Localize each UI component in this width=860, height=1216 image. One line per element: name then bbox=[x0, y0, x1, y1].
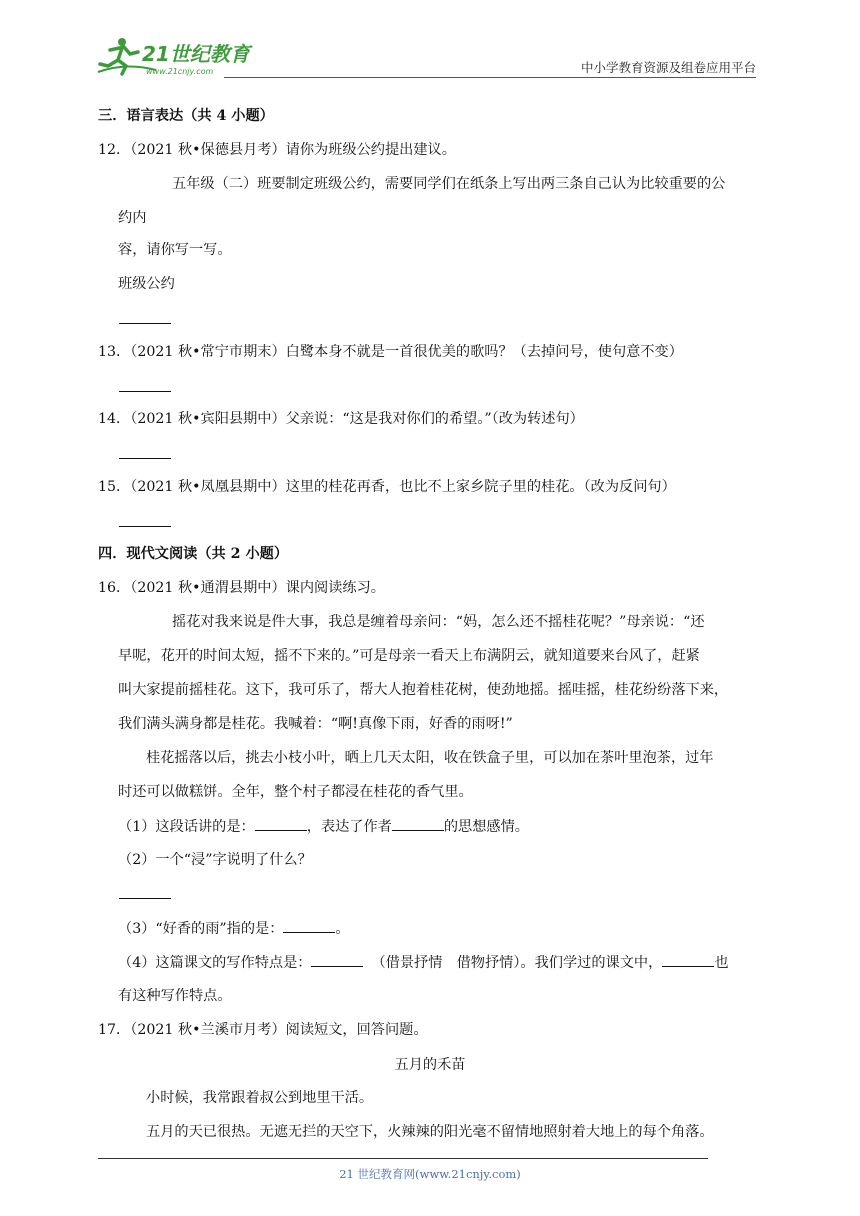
q17-passage-title: 五月的禾苗 bbox=[394, 1057, 466, 1073]
q16-sub3-text-a: （3）“好香的雨”指的是： bbox=[118, 921, 284, 937]
q14-answer-blank[interactable] bbox=[119, 458, 171, 459]
q16-para2-line-2: 时还可以做糕饼。全年，整个村子都浸在桂花的香气里。 bbox=[118, 784, 473, 800]
q16-sub4-blank-1[interactable] bbox=[311, 952, 363, 967]
logo-21cnjy bbox=[96, 34, 266, 78]
q14-stem: 14．（2021 秋•宾阳县期中）父亲说：“这是我对你们的希望。”（改为转述句） bbox=[98, 411, 584, 427]
q16-para1-line-3: 叫大家提前摇桂花。这下，我可乐了，帮大人抱着桂花树，使劲地摇。摇哇摇，桂花纷纷落下来， bbox=[118, 682, 729, 698]
q12-stem: 12．（2021 秋•保德县月考）请你为班级公约提出建议。 bbox=[98, 142, 456, 158]
q17-stem: 17．（2021 秋•兰溪市月考）阅读短文，回答问题。 bbox=[98, 1022, 428, 1038]
q16-sub4-text-c: 也 bbox=[714, 955, 729, 971]
section-title-4: 四．现代文阅读（共 2 小题） bbox=[98, 546, 289, 562]
q12-paragraph-1: 五年级（二）班要制定班级公约，需要同学们在纸条上写出两三条自己认为比较重要的公 bbox=[172, 176, 726, 192]
q12-answer-blank[interactable] bbox=[119, 323, 171, 324]
page-footer[interactable]: 21 世纪教育网(www.21cnjy.com) bbox=[339, 1167, 521, 1181]
footer-divider bbox=[98, 1158, 708, 1159]
svg-text:www.21cnjy.com: www.21cnjy.com bbox=[146, 67, 214, 76]
q16-para1-line-4: 我们满头满身都是桂花。我喊着：“啊!真像下雨，好香的雨呀!” bbox=[118, 716, 513, 732]
q16-para2-line-1: 桂花摇落以后，挑去小枝小叶，晒上几天太阳，收在铁盒子里，可以加在茶叶里泡茶，过年 bbox=[146, 750, 714, 766]
q12-paragraph-3: 容，请你写一写。 bbox=[118, 242, 232, 258]
q16-sub3-blank[interactable] bbox=[283, 918, 335, 933]
q16-sub1-blank-1[interactable] bbox=[255, 816, 307, 831]
q16-stem: 16．（2021 秋•通渭县期中）课内阅读练习。 bbox=[98, 580, 385, 596]
q16-sub3 bbox=[118, 918, 350, 939]
q16-sub1-text-b: ，表达了作者 bbox=[306, 819, 392, 835]
q15-answer-blank[interactable] bbox=[119, 526, 171, 527]
q15-stem: 15．（2021 秋•凤凰县期中）这里的桂花再香，也比不上家乡院子里的桂花。（改为反问句） bbox=[98, 479, 676, 495]
q16-sub1-blank-2[interactable] bbox=[392, 816, 444, 831]
q13-stem: 13．（2021 秋•常宁市期末）白鹭本身不就是一首很优美的歌吗？（去掉问号，使句意不变） bbox=[98, 344, 683, 360]
svg-text:21世纪教育: 21世纪教育 bbox=[142, 42, 250, 66]
page-header bbox=[96, 30, 756, 82]
q12-paragraph-2: 约内 bbox=[118, 210, 147, 226]
q16-sub1-text-c: 的思想感情。 bbox=[443, 819, 529, 835]
q17-paragraph-1: 小时候，我常跟着叔公到地里干活。 bbox=[146, 1090, 374, 1106]
q17-paragraph-2: 五月的天已很热。无遮无拦的天空下，火辣辣的阳光毫不留情地照射着大地上的每个角落。 bbox=[146, 1124, 714, 1140]
q16-para1-line-1: 摇花对我来说是件大事，我总是缠着母亲问：“妈，怎么还不摇桂花呢？”母亲说：“还 bbox=[172, 614, 705, 630]
q16-sub3-text-b: 。 bbox=[335, 921, 350, 937]
q16-sub2: （2）一个“浸”字说明了什么？ bbox=[118, 852, 312, 868]
header-divider bbox=[224, 77, 756, 78]
q16-para1-line-2: 早呢，花开的时间太短，摇不下来的。”可是母亲一看天上布满阴云，就知道要来台风了，赶紧 bbox=[118, 648, 700, 664]
q16-sub2-answer-blank[interactable] bbox=[119, 898, 171, 899]
q12-paragraph-4: 班级公约 bbox=[118, 276, 175, 292]
q13-answer-blank[interactable] bbox=[119, 391, 171, 392]
q16-sub4-blank-2[interactable] bbox=[662, 952, 714, 967]
header-platform-text: 中小学教育资源及组卷应用平台 bbox=[580, 60, 756, 75]
q16-sub1-text-a: （1）这段话讲的是： bbox=[118, 819, 255, 835]
q16-sub1 bbox=[118, 816, 529, 837]
section-title-3: 三．语言表达（共 4 小题） bbox=[98, 108, 274, 124]
q16-sub4-text-b: （借景抒情 借物抒情）。我们学过的课文中， bbox=[371, 955, 663, 971]
q16-sub4-text-a: （4）这篇课文的写作特点是： bbox=[118, 955, 312, 971]
q16-sub4-line-2: 有这种写作特点。 bbox=[118, 988, 232, 1004]
q16-sub4 bbox=[118, 952, 729, 973]
